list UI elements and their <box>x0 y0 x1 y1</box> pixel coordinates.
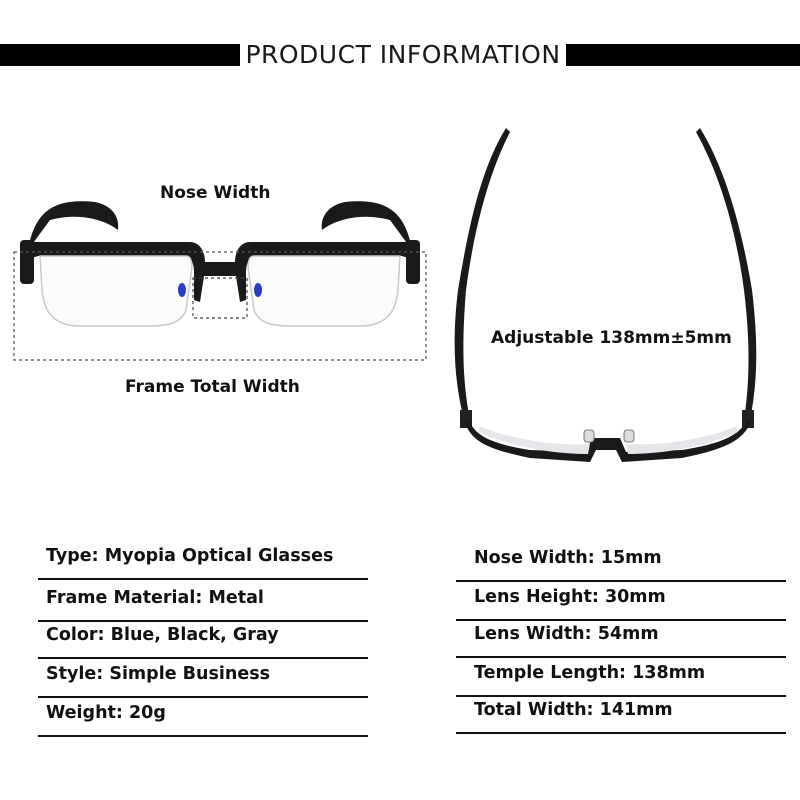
spec-lens-height: Lens Height: 30mm <box>474 587 666 607</box>
spec-row-color <box>38 619 368 659</box>
spec-row-lens-height <box>456 581 786 621</box>
spec-style: Style: Simple Business <box>46 664 271 684</box>
spec-row-total-width <box>456 694 786 734</box>
spec-row-style <box>38 658 368 698</box>
spec-temple-length: Temple Length: 138mm <box>474 663 706 683</box>
spec-total-width: Total Width: 141mm <box>474 700 673 720</box>
spec-type: Type: Myopia Optical Glasses <box>46 546 334 566</box>
spec-weight: Weight: 20g <box>46 703 166 723</box>
frame-total-width-label: Frame Total Width <box>125 377 300 397</box>
header-bar-right <box>566 44 800 66</box>
page-title: PRODUCT INFORMATION <box>245 40 561 69</box>
glasses-top-view <box>450 120 770 480</box>
divider <box>38 735 368 737</box>
header-bar-left <box>0 44 240 66</box>
divider <box>456 732 786 734</box>
spec-row-nose-width <box>456 542 786 582</box>
adjustable-length-label: Adjustable 138mm±5mm <box>491 328 732 348</box>
spec-color: Color: Blue, Black, Gray <box>46 625 279 645</box>
spec-row-weight <box>38 697 368 737</box>
divider <box>38 578 368 580</box>
glasses-front-view <box>10 190 430 380</box>
spec-row-lens-width <box>456 618 786 658</box>
nose-width-label: Nose Width <box>160 183 271 203</box>
spec-row-frame-material <box>38 582 368 622</box>
spec-nose-width: Nose Width: 15mm <box>474 548 662 568</box>
spec-row-type <box>38 540 368 580</box>
spec-frame-material: Frame Material: Metal <box>46 588 264 608</box>
spec-row-temple-length <box>456 657 786 697</box>
spec-lens-width: Lens Width: 54mm <box>474 624 659 644</box>
